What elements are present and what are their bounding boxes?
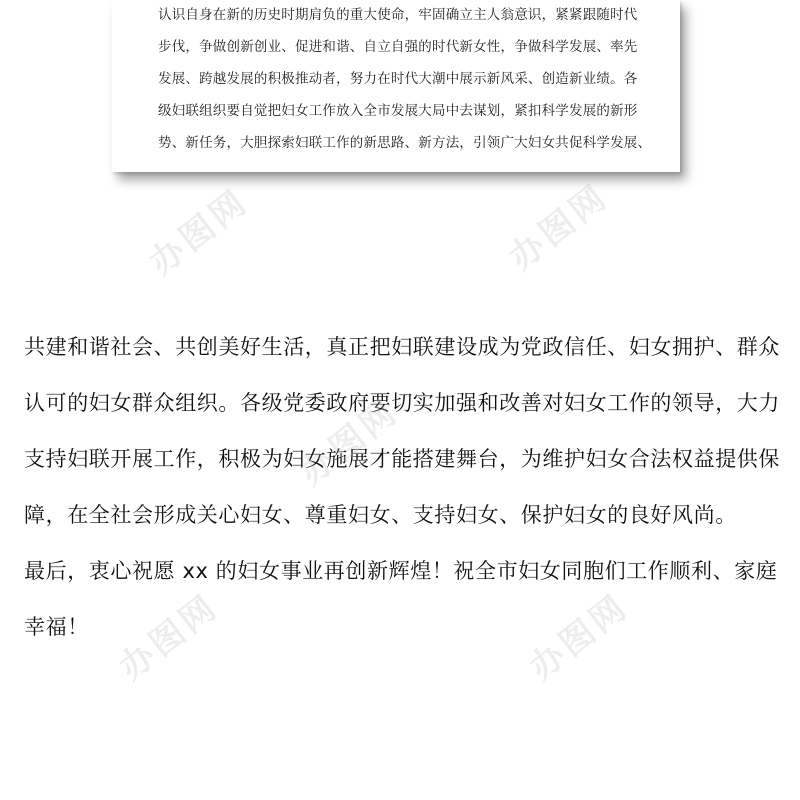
- document-preview-card: [112, 0, 680, 172]
- body-text-line: 认可的妇女群众组织。各级党委政府要切实加强和改善对妇女工作的领导，大力: [24, 391, 780, 415]
- card-text-line: 认识自身在新的历史时期肩负的重大使命，牢固确立主人翁意识，紧紧跟随时代: [158, 7, 638, 23]
- card-text-line: 级妇联组织要自觉把妇女工作放入全市发展大局中去谋划，紧扣科学发展的新形: [158, 103, 638, 119]
- body-text-line: 共建和谐社会、共创美好生活，真正把妇联建设成为党政信任、妇女拥护、群众: [24, 335, 780, 359]
- body-text-line: 幸福！: [24, 615, 89, 639]
- card-text-line: 势、新任务，大胆探索妇联工作的新思路、新方法，引领广大妇女共促科学发展、: [158, 135, 652, 151]
- body-text-line: 障，在全社会形成关心妇女、尊重妇女、支持妇女、保护妇女的良好风尚。: [24, 503, 737, 527]
- card-text-line: 发展、跨越发展的积极推动者，努力在时代大潮中展示新风采、创造新业绩。各: [158, 71, 638, 87]
- watermark: 办图网: [521, 586, 637, 689]
- watermark: 办图网: [501, 176, 617, 279]
- body-text-line: 支持妇联开展工作，积极为妇女施展才能搭建舞台，为维护妇女合法权益提供保: [24, 447, 780, 471]
- watermark: 办图网: [111, 586, 227, 689]
- body-text-line: 最后，衷心祝愿 xx 的妇女事业再创新辉煌！祝全市妇女同胞们工作顺利、家庭: [24, 559, 778, 583]
- watermark: 办图网: [291, 391, 407, 494]
- card-text-line: 步伐，争做创新创业、促进和谐、自立自强的时代新女性，争做科学发展、率先: [158, 39, 638, 55]
- watermark: 办图网: [141, 181, 257, 284]
